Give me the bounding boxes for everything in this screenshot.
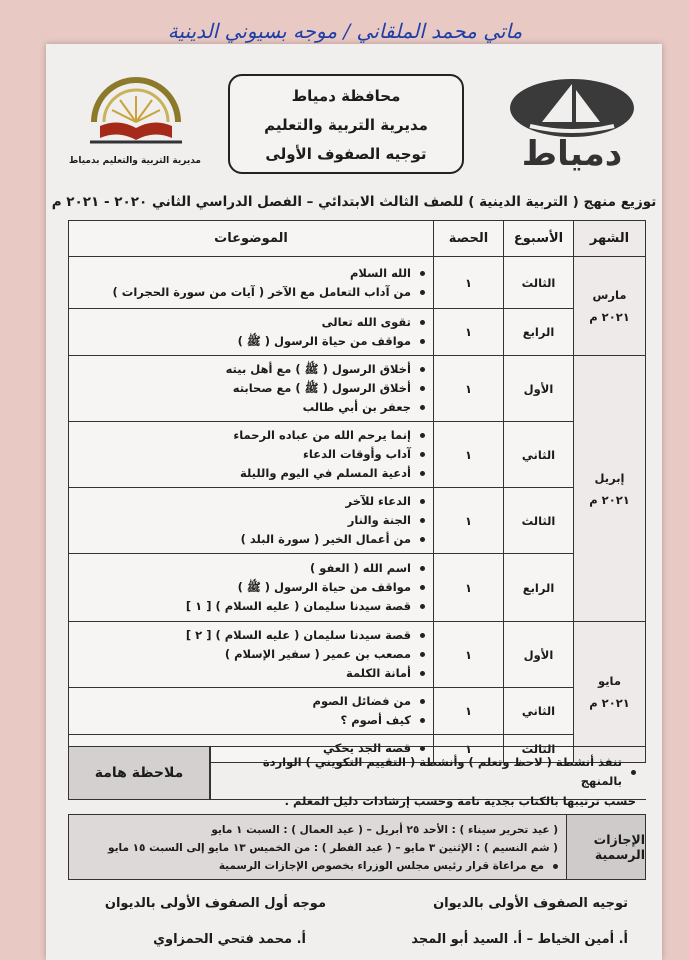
table-row <box>69 488 646 554</box>
period-cell: ١ <box>434 309 504 356</box>
signature-left-title: موجه أول الصفوف الأولى بالديوان <box>104 896 326 911</box>
note-line: حسب ترتيبها بالكتاب بجدية تامة وحسب إرشادات دليل المعلم . <box>284 794 636 808</box>
list-item: تقوى الله تعالى <box>73 313 425 332</box>
month-name: مارس <box>592 288 627 302</box>
list-item: أدعية المسلم في اليوم والليلة <box>73 464 425 483</box>
page-title: توزيع منهج ( التربية الدينية ) للصف الثالث الابتدائي – الفصل الدراسي الثاني ٢٠٢٠ - ٢٠٢١ م <box>51 194 657 210</box>
governorate-name: محافظة دمياط <box>291 87 401 105</box>
table-row <box>69 554 646 622</box>
week-cell: الثالث <box>504 257 574 309</box>
month-cell-march <box>574 257 646 356</box>
list-item: أخلاق الرسول ( ﷺ ) مع أهل بيته <box>73 360 425 379</box>
month-year: ٢٠٢١ م <box>589 696 630 710</box>
list-item: الجنة والنار <box>73 511 425 530</box>
period-cell: ١ <box>434 735 504 763</box>
department-name: توجيه الصفوف الأولى <box>265 145 427 163</box>
list-item: قصة الجد يحكي <box>73 739 425 758</box>
month-year: ٢٠٢١ م <box>589 492 630 507</box>
directorate-logo <box>60 72 210 182</box>
list-item: الدعاء للآخر <box>73 492 425 511</box>
document-sheet <box>46 44 662 960</box>
period-cell: ١ <box>434 422 504 488</box>
logo-caption: مديرية التربية والتعليم بدمياط <box>68 156 201 166</box>
handwritten-note: ماتي محمد الملقاني / موجه بسيوني الدينية <box>167 19 523 43</box>
week-cell: الثالث <box>504 735 574 763</box>
list-item: من فضائل الصوم <box>73 692 425 711</box>
official-holidays <box>68 814 646 880</box>
list-item: أمانة الكلمة <box>73 664 425 683</box>
period-cell: ١ <box>434 554 504 622</box>
month-year: ٢٠٢١ م <box>589 310 630 324</box>
topics-cell <box>69 622 434 688</box>
signature-right-names: أ. أمين الخياط – أ. السيد أبو المجد <box>411 932 628 947</box>
header-period: الحصة <box>434 221 504 257</box>
list-item: أخلاق الرسول ( ﷺ ) مع صحابته <box>73 379 425 398</box>
topics-cell <box>69 688 434 735</box>
note-line: تنفذ أنشطة ( لاحظ وتعلم ) وأنشطة ( التقييم التكويني ) الواردة بالمنهج <box>262 755 622 788</box>
list-item: مواقف من حياة الرسول ( ﷺ ) <box>73 332 425 351</box>
note-text <box>210 746 646 808</box>
week-cell: الأول <box>504 622 574 688</box>
holiday-line: ( شم النسيم ) : الإثنين ٣ مايو – ( عيد الفطر ) : من الخميس ١٣ مايو إلى السبت ١٥ مايو <box>108 842 558 854</box>
list-item: مواقف من حياة الرسول ( ﷺ ) <box>73 578 425 597</box>
month-cell-may <box>574 622 646 763</box>
list-item: من أعمال الخير ( سورة البلد ) <box>73 530 425 549</box>
topics-cell <box>69 309 434 356</box>
week-cell: الرابع <box>504 309 574 356</box>
table-row <box>69 622 646 688</box>
header-month: الشهر <box>574 221 646 257</box>
directorate-name: مديرية التربية والتعليم <box>264 116 428 134</box>
book-sun-emblem-icon <box>86 76 186 156</box>
table-row <box>69 309 646 356</box>
header-box <box>228 74 464 174</box>
header-week: الأسبوع <box>504 221 574 257</box>
governorate-logo <box>502 78 642 178</box>
month-name: مايو <box>598 674 621 688</box>
list-item: آداب وأوقات الدعاء <box>73 445 425 464</box>
note-label: ملاحظة هامة <box>68 746 210 800</box>
signature-left-name: أ. محمد فتحي الحمزاوي <box>153 932 306 947</box>
table-row <box>69 422 646 488</box>
week-cell: الثاني <box>504 422 574 488</box>
holidays-text <box>68 814 566 880</box>
period-cell: ١ <box>434 688 504 735</box>
period-cell: ١ <box>434 356 504 422</box>
period-cell: ١ <box>434 257 504 309</box>
week-cell: الأول <box>504 356 574 422</box>
week-cell: الثاني <box>504 688 574 735</box>
list-item: من آداب التعامل مع الآخر ( آيات من سورة الحجرات ) <box>73 283 425 302</box>
signature-right-title: توجيه الصفوف الأولى بالديوان <box>433 896 628 911</box>
holiday-line: مع مراعاة قرار رئيس مجلس الوزراء بخصوص الإجازات الرسمية <box>218 860 544 872</box>
list-item: الله السلام <box>73 264 425 283</box>
list-item: جعفر بن أبي طالب <box>73 398 425 417</box>
table-header-row <box>69 221 646 257</box>
list-item: اسم الله ( العفو ) <box>73 559 425 578</box>
period-cell: ١ <box>434 488 504 554</box>
week-cell: الثالث <box>504 488 574 554</box>
topics-cell <box>69 422 434 488</box>
list-item: كيف أصوم ؟ <box>73 711 425 730</box>
month-name: إبريل <box>594 470 625 485</box>
holidays-label: الإجازات الرسمية <box>566 814 646 880</box>
list-item: إنما يرحم الله من عباده الرحماء <box>73 426 425 445</box>
topics-cell <box>69 257 434 309</box>
topics-cell <box>69 356 434 422</box>
table-row <box>69 688 646 735</box>
month-cell-april <box>574 356 646 622</box>
period-cell: ١ <box>434 622 504 688</box>
topics-cell <box>69 488 434 554</box>
week-cell: الرابع <box>504 554 574 622</box>
table-row <box>69 257 646 309</box>
table-row <box>69 356 646 422</box>
list-item: قصة سيدنا سليمان ( عليه السلام ) [ ١ ] <box>73 597 425 616</box>
list-item: قصة سيدنا سليمان ( عليه السلام ) [ ٢ ] <box>73 626 425 645</box>
list-item: مصعب بن عمير ( سفير الإسلام ) <box>73 645 425 664</box>
header-topics: الموضوعات <box>69 221 434 257</box>
sailboat-emblem-icon <box>502 78 642 138</box>
city-name: دمياط <box>521 134 623 174</box>
holiday-line: ( عيد تحرير سيناء ) : الأحد ٢٥ أبريل – ( عيد العمال ) : السبت ١ مايو <box>211 824 558 836</box>
curriculum-table <box>68 220 646 763</box>
important-note <box>68 746 646 808</box>
topics-cell <box>69 554 434 622</box>
